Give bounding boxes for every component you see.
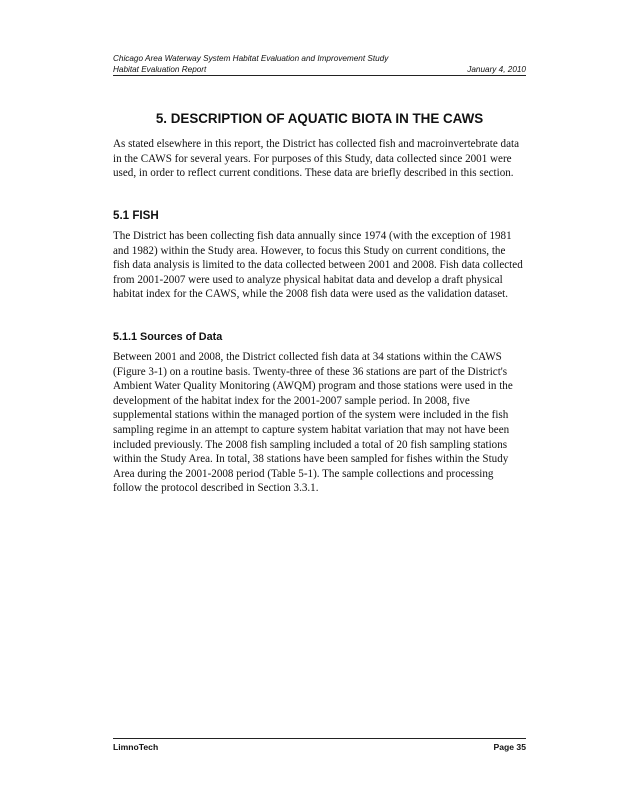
footer-divider bbox=[113, 738, 526, 739]
footer-page-number: Page 35 bbox=[493, 742, 526, 752]
footer-company: LimnoTech bbox=[113, 742, 159, 752]
header-report-title: Habitat Evaluation Report bbox=[113, 65, 207, 74]
header-row bbox=[113, 64, 526, 75]
sources-heading: 5.1.1 Sources of Data bbox=[113, 331, 223, 343]
fish-paragraph: The District has been collecting fish data annually since 1974 (with the exception of 1981 and 1982) within the Study area. However, to focus this Study on current conditions, the fish data analysis is limited to the data collected between 2001 and 2008. Fish data collected from 2001-2007 were used to analyze physical habitat data and develop a draft physical habitat index for the CAWS, while the 2008 fish data were used as the validation dataset. bbox=[113, 230, 523, 301]
running-header bbox=[113, 53, 526, 75]
fish-heading: 5.1 FISH bbox=[113, 209, 159, 222]
header-divider bbox=[113, 75, 526, 76]
intro-paragraph: As stated elsewhere in this report, the District has collected fish and macroinvertebrate data in the CAWS for several years. For purposes of this Study, data collected since 2001 were used, in order to reflect current conditions. These data are briefly described in this section. bbox=[113, 138, 520, 180]
header-date: January 4, 2010 bbox=[467, 65, 526, 74]
sources-paragraph: Between 2001 and 2008, the District collected fish data at 34 stations within the CAWS (Figure 3-1) on a routine basis. Twenty-three of these 36 stations are part of the District's Ambient Water Quality Monitoring (AWQM) program and those stations were used in the development of the habitat index for the 2001-2007 sample period. In 2008, five supplemental stations within the managed portion of the system were included in the fish sampling regime in an attempt to capture system habitat variation that may not have been included previously. The 2008 fish sampling included a total of 20 fish sampling stations within the Study Area. In total, 38 stations have been sampled for fishes within the Study Area during the 2001-2008 period (Table 5-1). The sample collections and processing follow the protocol described in Section 3.3.1. bbox=[113, 351, 513, 495]
page-footer bbox=[113, 741, 526, 753]
header-study-title: Chicago Area Waterway System Habitat Evaluation and Improvement Study bbox=[113, 54, 389, 63]
section-title: 5. DESCRIPTION OF AQUATIC BIOTA IN THE CAWS bbox=[155, 111, 484, 126]
